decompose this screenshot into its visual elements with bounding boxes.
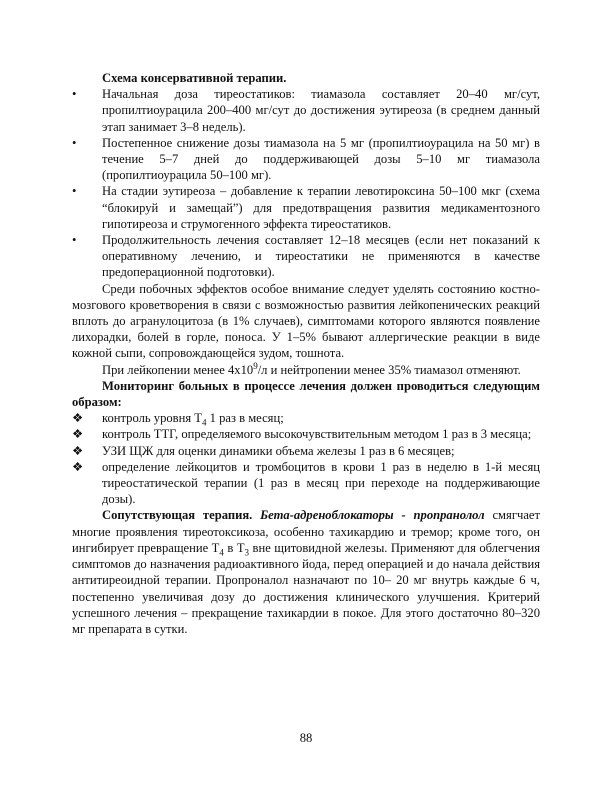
monitoring-list bbox=[72, 410, 540, 507]
exponent: 9 bbox=[253, 360, 258, 371]
concomitant-text-2: в Т bbox=[223, 540, 245, 555]
subscript: 3 bbox=[244, 547, 250, 558]
page-number: 88 bbox=[299, 731, 313, 745]
list-item bbox=[72, 410, 540, 426]
diamond-bullet-icon: ❖ bbox=[72, 427, 84, 442]
scheme-list bbox=[72, 86, 540, 280]
concomitant-paragraph bbox=[72, 507, 540, 637]
subscript: 4 bbox=[202, 417, 207, 428]
list-item bbox=[72, 459, 540, 508]
leukopenia-paragraph bbox=[72, 362, 540, 378]
leukopenia-text-start: При лейкопении менее 4х10 bbox=[102, 362, 254, 377]
concomitant-label: Сопутствующая терапия. bbox=[102, 508, 253, 523]
list-item-text: Начальная доза тиреостатиков: тиамазола составляет 20–40 мг/сут, пропилтиоурацила 200–400 мг/сут до достижения эутиреоза (в среднем данный этап занимает 3–8 недель). bbox=[102, 87, 540, 134]
concomitant-text-3: вне щитовидной железы. Применяют для облегчения симптомов до назначения радиоактивного йода, перед операцией и до начала действия антитиреоидной терапии. Пропроналол назначают по 10– 20 мг внутрь каждые 6 ч, постепенно увеличивая дозу до достижения клинического улучшения. Критерий успешного лечения – прекращение тахикардии в покое. Для этого достаточно 80–320 мг препарата в сутки. bbox=[72, 540, 540, 636]
leukopenia-text-end: /л и нейтропении менее 35% тиамазол отменяют. bbox=[257, 362, 521, 377]
list-item bbox=[72, 86, 540, 135]
page-content bbox=[72, 70, 540, 637]
monitoring-heading: Мониторинг больных в процессе лечения должен проводиться следующим образом: bbox=[72, 378, 540, 410]
list-item bbox=[72, 135, 540, 184]
concomitant-text-1: смягчает многие проявления тиреотоксикоза, особенно тахикардию и тремор; кроме того, он ингибирует превращение Т bbox=[72, 508, 540, 555]
subscript: 4 bbox=[219, 547, 224, 558]
list-item bbox=[72, 232, 540, 281]
concomitant-drug: Бета-адреноблокаторы - пропранолол bbox=[260, 508, 485, 523]
list-item-text: На стадии эутиреоза – добавление к терапии левотироксина 50–100 мкг (схема “блокируй и замещай”) для предотвращения развития медикаментозного гипотиреоза и струмогенного эффекта тиреостатиков. bbox=[102, 184, 540, 231]
list-item bbox=[72, 443, 540, 459]
side-effects-paragraph: Среди побочных эффектов особое внимание следует уделять состоянию костно-мозгового кроветворения в связи с возможностью развития лейкопенических реакций вплоть до агранулоцитоза (в 1% случаев), симптомами которого являются появление лихорадки, болей в горле, поноса. У 1–5% бывают аллергические реакции в виде кожной сыпи, сопровождающейся зудом, тошнота. bbox=[72, 281, 540, 361]
list-item-text: контроль ТТГ, определяемого высокочувствительным методом 1 раз в 3 месяца; bbox=[102, 427, 532, 442]
list-item-text: контроль уровня Т bbox=[102, 411, 202, 426]
bullet-icon: • bbox=[72, 233, 77, 248]
list-item-text: УЗИ ЩЖ для оценки динамики объема железы 1 раз в 6 месяцев; bbox=[102, 443, 455, 458]
bullet-icon: • bbox=[72, 87, 77, 102]
list-item-text: Продолжительность лечения составляет 12–18 месяцев (если нет показаний к оперативному лечению, и тиреостатики не применяются в качестве предоперационной подготовки). bbox=[102, 233, 540, 280]
diamond-bullet-icon: ❖ bbox=[72, 411, 84, 426]
diamond-bullet-icon: ❖ bbox=[72, 459, 84, 474]
bullet-icon: • bbox=[72, 184, 77, 199]
list-item-text: определение лейкоцитов и тромбоцитов в крови 1 раз в неделю в 1-й месяц тиреостатической терапии (1 раз в месяц при переходе на поддерживающие дозы). bbox=[102, 459, 540, 507]
list-item bbox=[72, 183, 540, 232]
list-item bbox=[72, 426, 540, 442]
scheme-heading: Схема консервативной терапии. bbox=[102, 71, 287, 85]
list-item-text-end: 1 раз в месяц; bbox=[206, 411, 284, 426]
list-item-text: Постепенное снижение дозы тиамазола на 5 мг (пропилтиоурацила на 50 мг) в течение 5–7 дней до поддерживающей дозы 5–10 мг тиамазола (пропилтиоурацила 50–100 мг). bbox=[102, 135, 540, 183]
diamond-bullet-icon: ❖ bbox=[72, 443, 84, 458]
bullet-icon: • bbox=[72, 135, 77, 150]
